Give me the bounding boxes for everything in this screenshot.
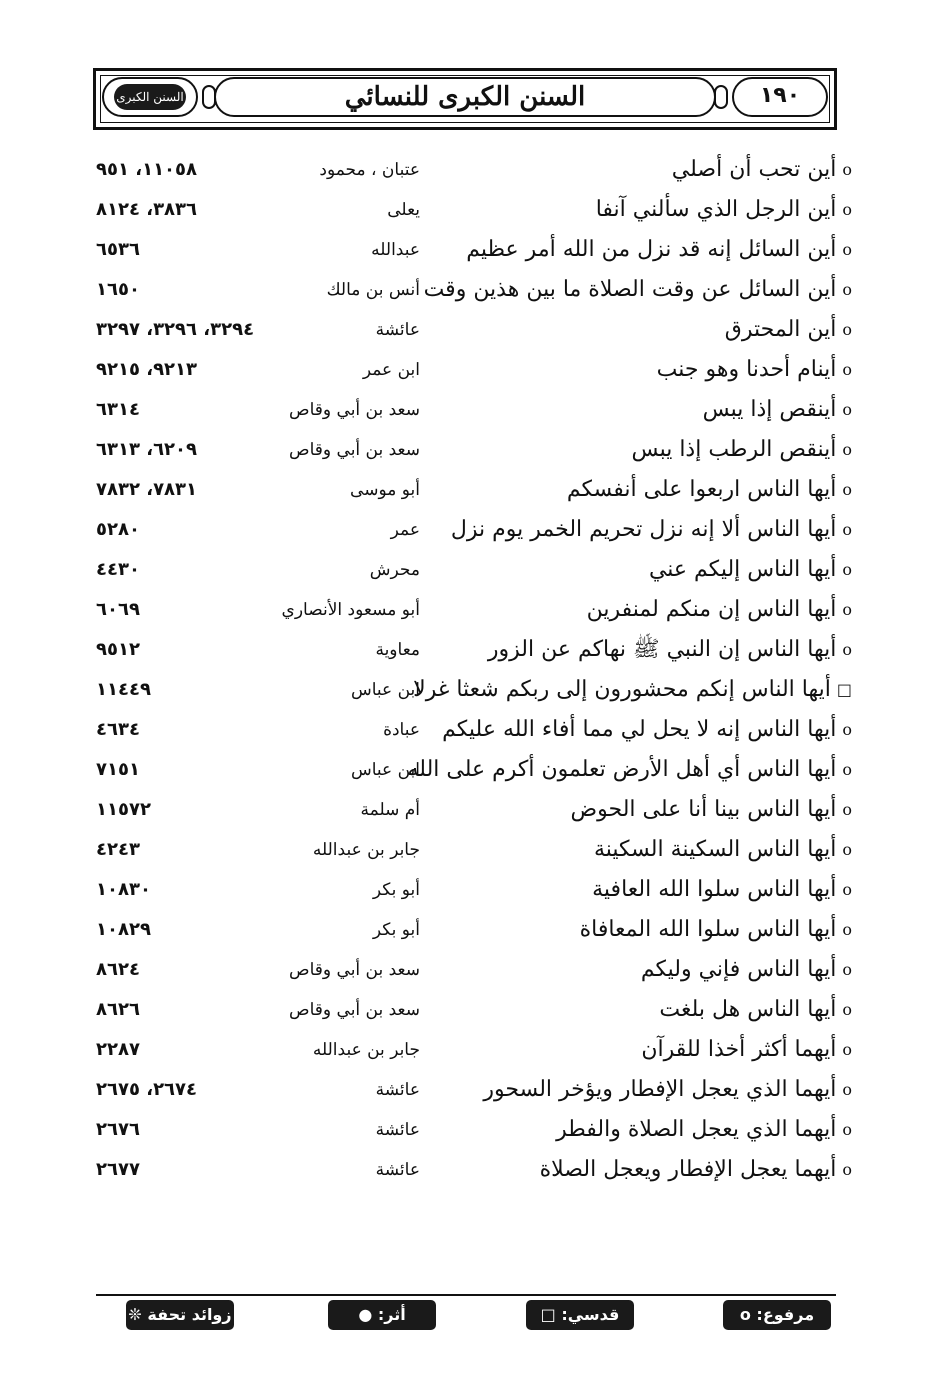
list-item (0, 1070, 944, 1110)
hadith-numbers: ٩٢١٣، ٩٢١٥ (96, 359, 198, 380)
hadith-text-label: أيها الناس اربعوا على أنفسكم (566, 477, 837, 502)
hadith-text (412, 230, 852, 270)
book-emblem (102, 77, 198, 117)
hadith-numbers: ١٠٨٣٠ (96, 879, 151, 900)
hadith-text (412, 1070, 852, 1110)
hadith-text-label: أيها الناس هل بلغت (659, 997, 837, 1022)
hadith-numbers: ٨٦٢٦ (96, 999, 140, 1020)
hadith-numbers: ١١٤٤٩ (96, 679, 151, 700)
legend-marfu: مرفوع: o (723, 1300, 831, 1330)
hadith-numbers: ١١٥٧٢ (96, 799, 151, 820)
hadith-text-label: أيها الناس سلوا الله العافية (592, 877, 837, 902)
narrator: أبو موسى (350, 480, 420, 500)
hadith-text (412, 1150, 852, 1190)
hadith-numbers: ٦٣١٤ (96, 399, 140, 420)
list-item (0, 510, 944, 550)
narrator: سعد بن أبي وقاص (289, 400, 420, 420)
marfu-marker-icon: o (842, 240, 852, 259)
narrator: عائشة (375, 1160, 420, 1180)
legend-qudsi: قدسي: □ (526, 1300, 634, 1330)
list-item (0, 470, 944, 510)
marfu-marker-icon: o (842, 600, 852, 619)
list-item (0, 1110, 944, 1150)
hadith-text (412, 830, 852, 870)
marfu-marker-icon: o (842, 960, 852, 979)
narrator: جابر بن عبدالله (312, 840, 420, 860)
hadith-text-label: أين السائل عن وقت الصلاة ما بين هذين وقت (423, 277, 837, 302)
footer-divider (96, 1294, 836, 1296)
marfu-marker-icon: o (842, 880, 852, 899)
hadith-numbers: ٥٢٨٠ (96, 519, 140, 540)
narrator: أم سلمة (360, 800, 420, 820)
hadith-text (412, 430, 852, 470)
hadith-text (412, 510, 852, 550)
hadith-text-label: أيها الناس ألا إنه نزل تحريم الخمر يوم نزل (450, 517, 837, 542)
hadith-numbers: ٦٠٦٩ (96, 599, 140, 620)
hadith-text-label: أيها الناس إن النبي ﷺ نهاكم عن الزور (487, 637, 837, 662)
hadith-text (412, 270, 852, 310)
book-title: السنن الكبرى للنسائي (214, 77, 716, 117)
ornament-knot-icon (714, 85, 728, 109)
hadith-numbers: ١١٠٥٨، ٩٥١ (96, 159, 198, 180)
list-item (0, 950, 944, 990)
hadith-text-label: أين المحترق (724, 317, 837, 342)
hadith-text (412, 350, 852, 390)
hadith-text-label: أين تحب أن أصلي (671, 157, 837, 182)
list-item (0, 630, 944, 670)
narrator: أبو بكر (372, 920, 420, 940)
hadith-text (412, 910, 852, 950)
narrator: ابن عباس (350, 760, 420, 780)
narrator: سعد بن أبي وقاص (289, 1000, 420, 1020)
legend-zawaid: زوائد تحفة ❊ (126, 1300, 234, 1330)
hadith-text (412, 790, 852, 830)
marfu-marker-icon: o (842, 840, 852, 859)
hadith-text (412, 310, 852, 350)
hadith-numbers: ١٦٥٠ (96, 279, 140, 300)
marfu-marker-icon: o (842, 760, 852, 779)
hadith-text (412, 590, 852, 630)
narrator: سعد بن أبي وقاص (289, 440, 420, 460)
hadith-text (412, 1110, 852, 1150)
narrator: ابن عمر (362, 360, 420, 380)
hadith-numbers: ٣٨٣٦، ٨١٢٤ (96, 199, 198, 220)
hadith-numbers: ٢٦٧٧ (96, 1159, 140, 1180)
narrator: عبادة (383, 720, 420, 740)
hadith-text-label: أيها الناس السكينة السكينة (593, 837, 837, 862)
list-item (0, 710, 944, 750)
emblem-text: السنن الكبرى (114, 84, 186, 110)
list-item (0, 390, 944, 430)
narrator: محرش (369, 560, 420, 580)
hadith-text-label: أيهما الذي يعجل الإفطار ويؤخر السحور (483, 1077, 837, 1102)
hadith-numbers: ٦٥٣٦ (96, 239, 140, 260)
qudsi-marker-icon: □ (836, 680, 852, 699)
list-item (0, 230, 944, 270)
narrator: سعد بن أبي وقاص (289, 960, 420, 980)
hadith-text-label: أيها الناس إنه لا يحل لي مما أفاء الله عليكم (442, 717, 837, 742)
hadith-text (412, 470, 852, 510)
list-item (0, 1150, 944, 1190)
hadith-text (412, 670, 852, 710)
hadith-numbers: ٤٤٣٠ (96, 559, 140, 580)
marfu-marker-icon: o (842, 1040, 852, 1059)
list-item (0, 990, 944, 1030)
marfu-marker-icon: o (842, 280, 852, 299)
narrator: عتبان ، محمود (319, 160, 420, 180)
list-item (0, 1030, 944, 1070)
hadith-text-label: أيهما يعجل الإفطار ويعجل الصلاة (539, 1157, 837, 1182)
hadith-numbers: ٢٦٧٦ (96, 1119, 140, 1140)
marfu-marker-icon: o (842, 1120, 852, 1139)
narrator: أبو بكر (372, 880, 420, 900)
hadith-text-label: أيهما الذي يعجل الصلاة والفطر (556, 1117, 837, 1142)
hadith-numbers: ٦٢٠٩، ٦٣١٣ (96, 439, 198, 460)
list-item (0, 550, 944, 590)
hadith-text-label: أيها الناس إنكم محشورون إلى ربكم شعثا غرلا (413, 677, 831, 702)
marfu-marker-icon: o (842, 320, 852, 339)
hadith-text (412, 990, 852, 1030)
hadith-numbers: ٨٦٢٤ (96, 959, 140, 980)
hadith-text-label: أيها الناس أي أهل الأرض تعلمون أكرم على الله (407, 757, 837, 782)
narrator: أنس بن مالك (326, 280, 420, 300)
list-item (0, 790, 944, 830)
page-number-box (732, 77, 828, 117)
marfu-marker-icon: o (842, 360, 852, 379)
hadith-numbers: ٢٢٨٧ (96, 1039, 140, 1060)
marfu-marker-icon: o (842, 800, 852, 819)
narrator: معاوية (375, 640, 420, 660)
list-item (0, 870, 944, 910)
list-item (0, 910, 944, 950)
marfu-marker-icon: o (842, 200, 852, 219)
hadith-text-label: أيها الناس فإني وليكم (640, 957, 837, 982)
page-number: ١٩٠ (759, 83, 801, 108)
list-item (0, 830, 944, 870)
list-item (0, 310, 944, 350)
hadith-text-label: أين الرجل الذي سألني آنفا (595, 197, 837, 222)
hadith-text (412, 550, 852, 590)
hadith-text-label: أيها الناس إن منكم لمنفرين (586, 597, 837, 622)
narrator: عمر (390, 520, 420, 540)
hadith-numbers: ٢٦٧٤، ٢٦٧٥ (96, 1079, 198, 1100)
hadith-text-label: أيهما أكثر أخذا للقرآن (641, 1037, 837, 1062)
marfu-marker-icon: o (842, 640, 852, 659)
narrator: ابن عباس (350, 680, 420, 700)
legend-athar: أثر: ● (328, 1300, 436, 1330)
narrator: عائشة (375, 1080, 420, 1100)
hadith-text (412, 190, 852, 230)
hadith-numbers: ٧٨٣١، ٧٨٣٢ (96, 479, 198, 500)
marfu-marker-icon: o (842, 1160, 852, 1179)
hadith-text-label: أينام أحدنا وهو جنب (656, 357, 837, 382)
narrator: عائشة (375, 1120, 420, 1140)
marfu-marker-icon: o (842, 440, 852, 459)
marfu-marker-icon: o (842, 560, 852, 579)
marfu-marker-icon: o (842, 520, 852, 539)
marfu-marker-icon: o (842, 160, 852, 179)
list-item (0, 190, 944, 230)
hadith-text (412, 950, 852, 990)
list-item (0, 270, 944, 310)
marfu-marker-icon: o (842, 1000, 852, 1019)
hadith-text-label: أين السائل إنه قد نزل من الله أمر عظيم (466, 237, 837, 262)
hadith-numbers: ٧١٥١ (96, 759, 140, 780)
list-item (0, 150, 944, 190)
hadith-text (412, 390, 852, 430)
hadith-numbers: ٩٥١٢ (96, 639, 140, 660)
hadith-numbers: ١٠٨٢٩ (96, 919, 151, 940)
marfu-marker-icon: o (842, 1080, 852, 1099)
narrator: أبو مسعود الأنصاري (281, 600, 420, 620)
hadith-text-label: أيها الناس بينا أنا على الحوض (570, 797, 837, 822)
hadith-numbers: ٣٢٩٤، ٣٢٩٦، ٣٢٩٧ (96, 319, 255, 340)
hadith-text (407, 750, 852, 790)
hadith-text-label: أيها الناس سلوا الله المعافاة (579, 917, 837, 942)
list-item (0, 430, 944, 470)
hadith-text-label: أيها الناس إليكم عني (648, 557, 837, 582)
list-item (0, 590, 944, 630)
hadith-text-label: أينقص إذا يبس (702, 397, 837, 422)
hadith-text (412, 150, 852, 190)
hadith-text (412, 710, 852, 750)
hadith-numbers: ٤٦٣٤ (96, 719, 140, 740)
marfu-marker-icon: o (842, 400, 852, 419)
narrator: يعلى (387, 200, 420, 220)
hadith-text (412, 630, 852, 670)
marfu-marker-icon: o (842, 720, 852, 739)
narrator: جابر بن عبدالله (312, 1040, 420, 1060)
hadith-text (412, 870, 852, 910)
list-item (0, 670, 944, 710)
list-item (0, 750, 944, 790)
marfu-marker-icon: o (842, 480, 852, 499)
hadith-text-label: أينقص الرطب إذا يبس (631, 437, 837, 462)
hadith-text (412, 1030, 852, 1070)
hadith-numbers: ٤٢٤٣ (96, 839, 140, 860)
narrator: عائشة (375, 320, 420, 340)
narrator: عبدالله (371, 240, 420, 260)
page-header (93, 68, 837, 130)
list-item (0, 350, 944, 390)
marfu-marker-icon: o (842, 920, 852, 939)
